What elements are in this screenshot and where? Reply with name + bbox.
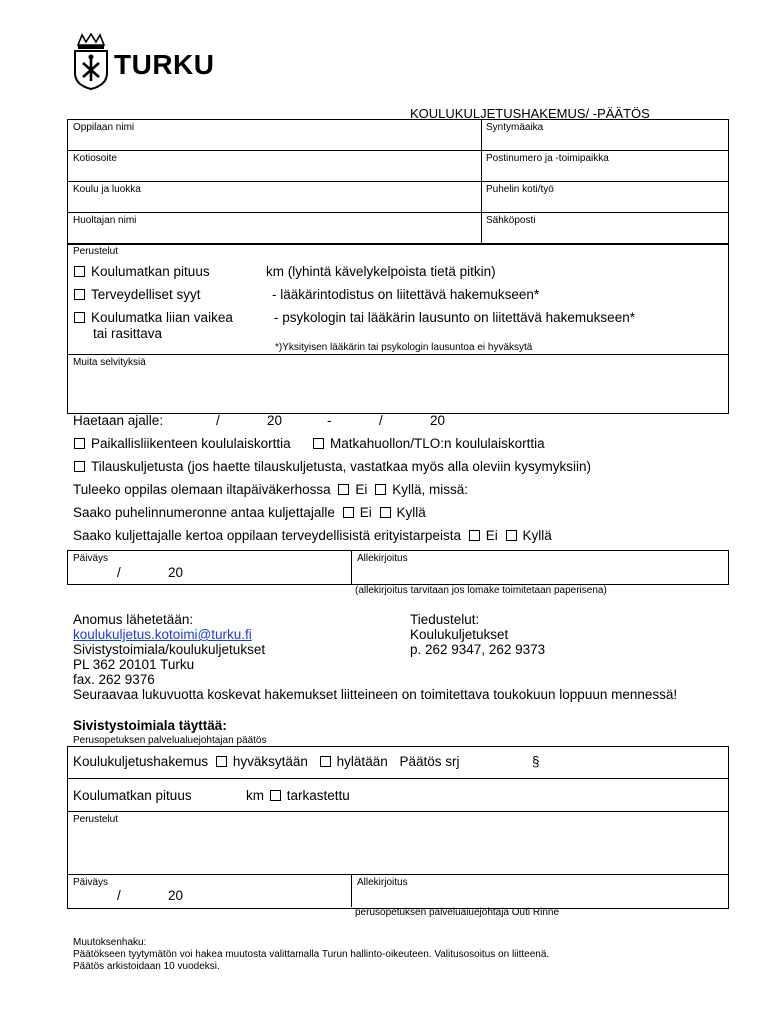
- inquiries-heading: Tiedustelut:: [410, 612, 480, 627]
- office-distance-checked: km tarkastettu: [246, 788, 350, 803]
- guardian-field[interactable]: Huoltajan nimi: [73, 215, 137, 226]
- reason-difficult-note: - psykologin tai lääkärin lausunto on liitettävä hakemukseen*: [274, 310, 635, 325]
- period-label: Haetaan ajalle:: [73, 413, 164, 428]
- period-year-2[interactable]: 20: [430, 413, 446, 428]
- office-signer: perusopetuksen palvelualuejohtaja Outi Rinne: [355, 907, 560, 918]
- send-line-1: Sivistystoimiala/koulukuljetukset: [73, 642, 266, 657]
- reason-distance-note: km (lyhintä kävelykelpoista tietä pitkin): [266, 264, 496, 279]
- appeal-line-2: Päätös arkistoidaan 10 vuodeksi.: [73, 961, 220, 972]
- postal-field[interactable]: Postinumero ja -toimipaikka: [486, 153, 609, 164]
- office-application-row: Koulukuljetushakemus hyväksytään hylätään Päätös srj: [73, 754, 460, 769]
- other-info-field[interactable]: Muita selvityksiä: [73, 357, 146, 368]
- send-line-3: fax. 262 9376: [73, 672, 155, 687]
- send-notice: Seuraavaa lukuvuotta koskevat hakemukset liitteineen on toimitettava toukokuun loppuun mennessä!: [73, 687, 678, 702]
- office-reasons-field[interactable]: Perustelut: [73, 814, 119, 825]
- question-phone-number: Saako puhelinnumeronne antaa kuljettajalle Ei Kyllä: [73, 505, 426, 520]
- birth-date-field[interactable]: Syntymäaika: [486, 122, 544, 133]
- appeal-heading: Muutoksenhaku:: [73, 937, 147, 948]
- rejected-checkbox[interactable]: [320, 756, 331, 767]
- section-symbol: §: [532, 754, 540, 769]
- reasons-label: Perustelut: [73, 246, 119, 257]
- period-slash-1: /: [216, 413, 220, 428]
- decision-label: Perusopetuksen palvelualuejohtajan päätös: [73, 735, 267, 746]
- appeal-line-1: Päätökseen tyytymätön voi hakea muutosta valittamalla Turun hallinto-oikeuteen. Valitusosoitus on liitteenä.: [73, 949, 550, 960]
- office-date-year[interactable]: 20: [168, 888, 184, 903]
- reason-distance-checkbox[interactable]: [74, 266, 85, 277]
- phone-field[interactable]: Puhelin koti/työ: [486, 184, 554, 195]
- health-needs-no-checkbox[interactable]: [469, 530, 480, 541]
- period-slash-2: /: [379, 413, 383, 428]
- signature-note: (allekirjoitus tarvitaan jos lomake toimitetaan paperisena): [355, 585, 607, 596]
- date-slash: /: [117, 565, 121, 580]
- approved-checkbox[interactable]: [216, 756, 227, 767]
- send-email-link[interactable]: koulukuljetus.kotoimi@turku.fi: [73, 627, 252, 642]
- phone-number-no-checkbox[interactable]: [343, 507, 354, 518]
- afternoon-club-no-checkbox[interactable]: [338, 484, 349, 495]
- office-signature-label[interactable]: Allekirjoitus: [357, 877, 408, 888]
- inquiries-line-2: p. 262 9347, 262 9373: [410, 642, 546, 657]
- reasons-footnote: *)Yksityisen lääkärin tai psykologin lausuntoa ei hyväksytä: [275, 342, 533, 353]
- personal-info-table: [67, 119, 729, 245]
- reason-health-checkbox[interactable]: [74, 289, 85, 300]
- question-afternoon-club: Tuleeko oppilas olemaan iltapäiväkerhossa Ei Kyllä, missä:: [73, 482, 468, 497]
- office-date-slash: /: [117, 888, 121, 903]
- logo: [72, 33, 232, 91]
- reason-distance-row: Koulumatkan pituus: [74, 264, 210, 279]
- health-needs-yes-checkbox[interactable]: [506, 530, 517, 541]
- phone-number-yes-checkbox[interactable]: [380, 507, 391, 518]
- home-address-field[interactable]: Kotiosoite: [73, 153, 117, 164]
- local-card-checkbox[interactable]: [74, 438, 85, 449]
- option-local-card: Paikallisliikenteen koululaiskorttia: [74, 436, 291, 451]
- afternoon-club-yes-checkbox[interactable]: [375, 484, 386, 495]
- ordered-transport-checkbox[interactable]: [74, 461, 85, 472]
- turku-coat-of-arms-icon: [72, 33, 110, 91]
- school-class-field[interactable]: Koulu ja luokka: [73, 184, 141, 195]
- reason-health-row: Terveydelliset syyt: [74, 287, 201, 302]
- option-travel-card: Matkahuollon/TLO:n koululaiskorttia: [313, 436, 545, 451]
- date-year[interactable]: 20: [168, 565, 184, 580]
- reason-difficult-label-2: tai rasittava: [93, 326, 163, 341]
- option-ordered-transport: Tilauskuljetusta (jos haette tilauskuljetusta, vastatkaa myös alla oleviin kysymyksiin): [74, 459, 591, 474]
- date-label: Päiväys: [73, 553, 109, 564]
- reason-difficult-row: Koulumatka liian vaikea: [74, 310, 233, 325]
- question-health-needs: Saako kuljettajalle kertoa oppilaan terveydellisistä erityistarpeista Ei Kyllä: [73, 528, 552, 543]
- logo-text: TURKU: [114, 49, 215, 80]
- office-heading: Sivistystoimiala täyttää:: [73, 718, 227, 733]
- office-date-label: Päiväys: [73, 877, 109, 888]
- pupil-name-field[interactable]: Oppilaan nimi: [73, 122, 135, 133]
- signature-label[interactable]: Allekirjoitus: [357, 553, 408, 564]
- checked-checkbox[interactable]: [270, 790, 281, 801]
- send-line-2: PL 362 20101 Turku: [73, 657, 195, 672]
- travel-card-checkbox[interactable]: [313, 438, 324, 449]
- reason-difficult-checkbox[interactable]: [74, 312, 85, 323]
- email-field[interactable]: Sähköposti: [486, 215, 536, 226]
- office-distance-label: Koulumatkan pituus: [73, 788, 192, 803]
- send-heading: Anomus lähetetään:: [73, 612, 194, 627]
- reason-health-note: - lääkärintodistus on liitettävä hakemukseen*: [272, 287, 540, 302]
- period-dash: -: [327, 413, 332, 428]
- period-year-1[interactable]: 20: [267, 413, 283, 428]
- inquiries-line-1: Koulukuljetukset: [410, 627, 509, 642]
- form-title: KOULUKULJETUSHAKEMUS/ -PÄÄTÖS: [410, 106, 650, 121]
